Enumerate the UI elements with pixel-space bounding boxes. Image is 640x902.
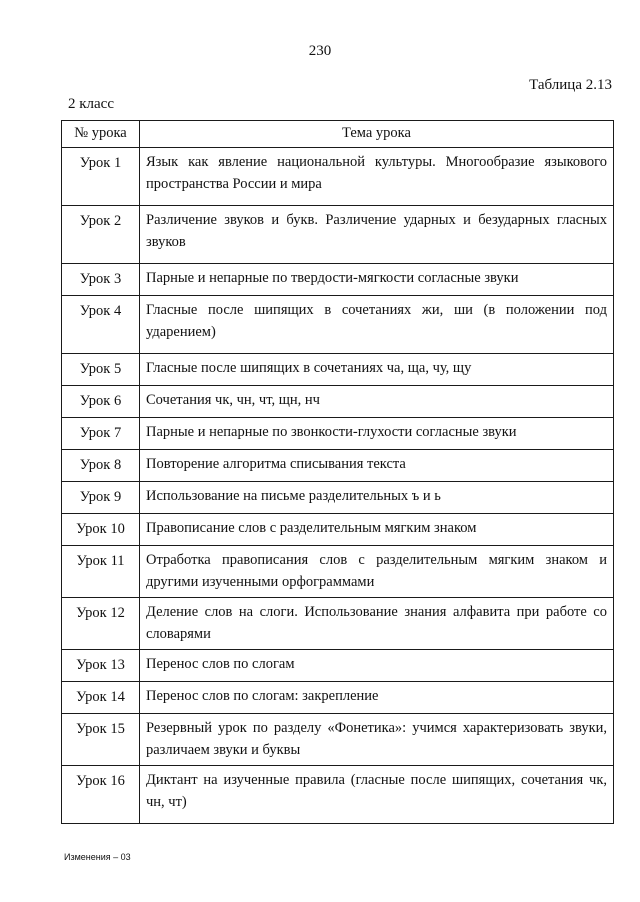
table-row [62,650,614,682]
page-number: 230 [308,43,332,59]
table-row [62,264,614,296]
grade-label: 2 класс [68,96,114,112]
table-row [62,148,614,206]
lesson-number: Урок 10 [62,514,140,546]
table-row [62,418,614,450]
lesson-number: Урок 7 [62,418,140,450]
lesson-topic: Перенос слов по слогам [140,650,614,682]
table-row [62,514,614,546]
lesson-number: Урок 11 [62,546,140,598]
lessons-table [61,120,614,824]
lesson-number: Урок 15 [62,714,140,766]
lesson-topic: Парные и непарные по звонкости-глухости согласные звуки [140,418,614,450]
table-label: Таблица 2.13 [529,77,612,93]
lesson-number: Урок 3 [62,264,140,296]
footer-revision-note: Изменения – 03 [64,852,131,862]
lesson-number: Урок 6 [62,386,140,418]
table-row [62,766,614,824]
lesson-number: Урок 13 [62,650,140,682]
lesson-topic: Гласные после шипящих в сочетаниях ча, ща, чу, щу [140,354,614,386]
header-lesson-topic: Тема урока [140,121,614,148]
lesson-topic: Отработка правописания слов с разделительным мягким знаком и другими изученными орфограммами [140,546,614,598]
table-row [62,714,614,766]
lesson-topic: Гласные после шипящих в сочетаниях жи, ши (в положении под ударением) [140,296,614,354]
table-header-row [62,121,614,148]
lesson-number: Урок 8 [62,450,140,482]
table-row [62,206,614,264]
header-lesson-number: № урока [62,121,140,148]
table-row [62,682,614,714]
table-row [62,482,614,514]
lesson-topic: Правописание слов с разделительным мягким знаком [140,514,614,546]
lesson-number: Урок 1 [62,148,140,206]
table-row [62,450,614,482]
lesson-topic: Деление слов на слоги. Использование знания алфавита при работе со словарями [140,598,614,650]
lesson-topic: Язык как явление национальной культуры. Многообразие языкового пространства России и мира [140,148,614,206]
lesson-topic: Различение звуков и букв. Различение ударных и безударных гласных звуков [140,206,614,264]
lesson-topic: Использование на письме разделительных ъ и ь [140,482,614,514]
table-row [62,354,614,386]
lesson-topic: Перенос слов по слогам: закрепление [140,682,614,714]
lesson-number: Урок 14 [62,682,140,714]
lesson-topic: Резервный урок по разделу «Фонетика»: учимся характеризовать звуки, различаем звуки и буквы [140,714,614,766]
lesson-topic: Сочетания чк, чн, чт, щн, нч [140,386,614,418]
table-row [62,386,614,418]
lesson-number: Урок 5 [62,354,140,386]
lesson-number: Урок 16 [62,766,140,824]
lesson-number: Урок 2 [62,206,140,264]
lesson-number: Урок 9 [62,482,140,514]
lesson-topic: Повторение алгоритма списывания текста [140,450,614,482]
lesson-number: Урок 12 [62,598,140,650]
lesson-number: Урок 4 [62,296,140,354]
table-row [62,296,614,354]
table-row [62,598,614,650]
table-row [62,546,614,598]
lesson-topic: Парные и непарные по твердости-мягкости согласные звуки [140,264,614,296]
lesson-topic: Диктант на изученные правила (гласные после шипящих, сочетания чк, чн, чт) [140,766,614,824]
